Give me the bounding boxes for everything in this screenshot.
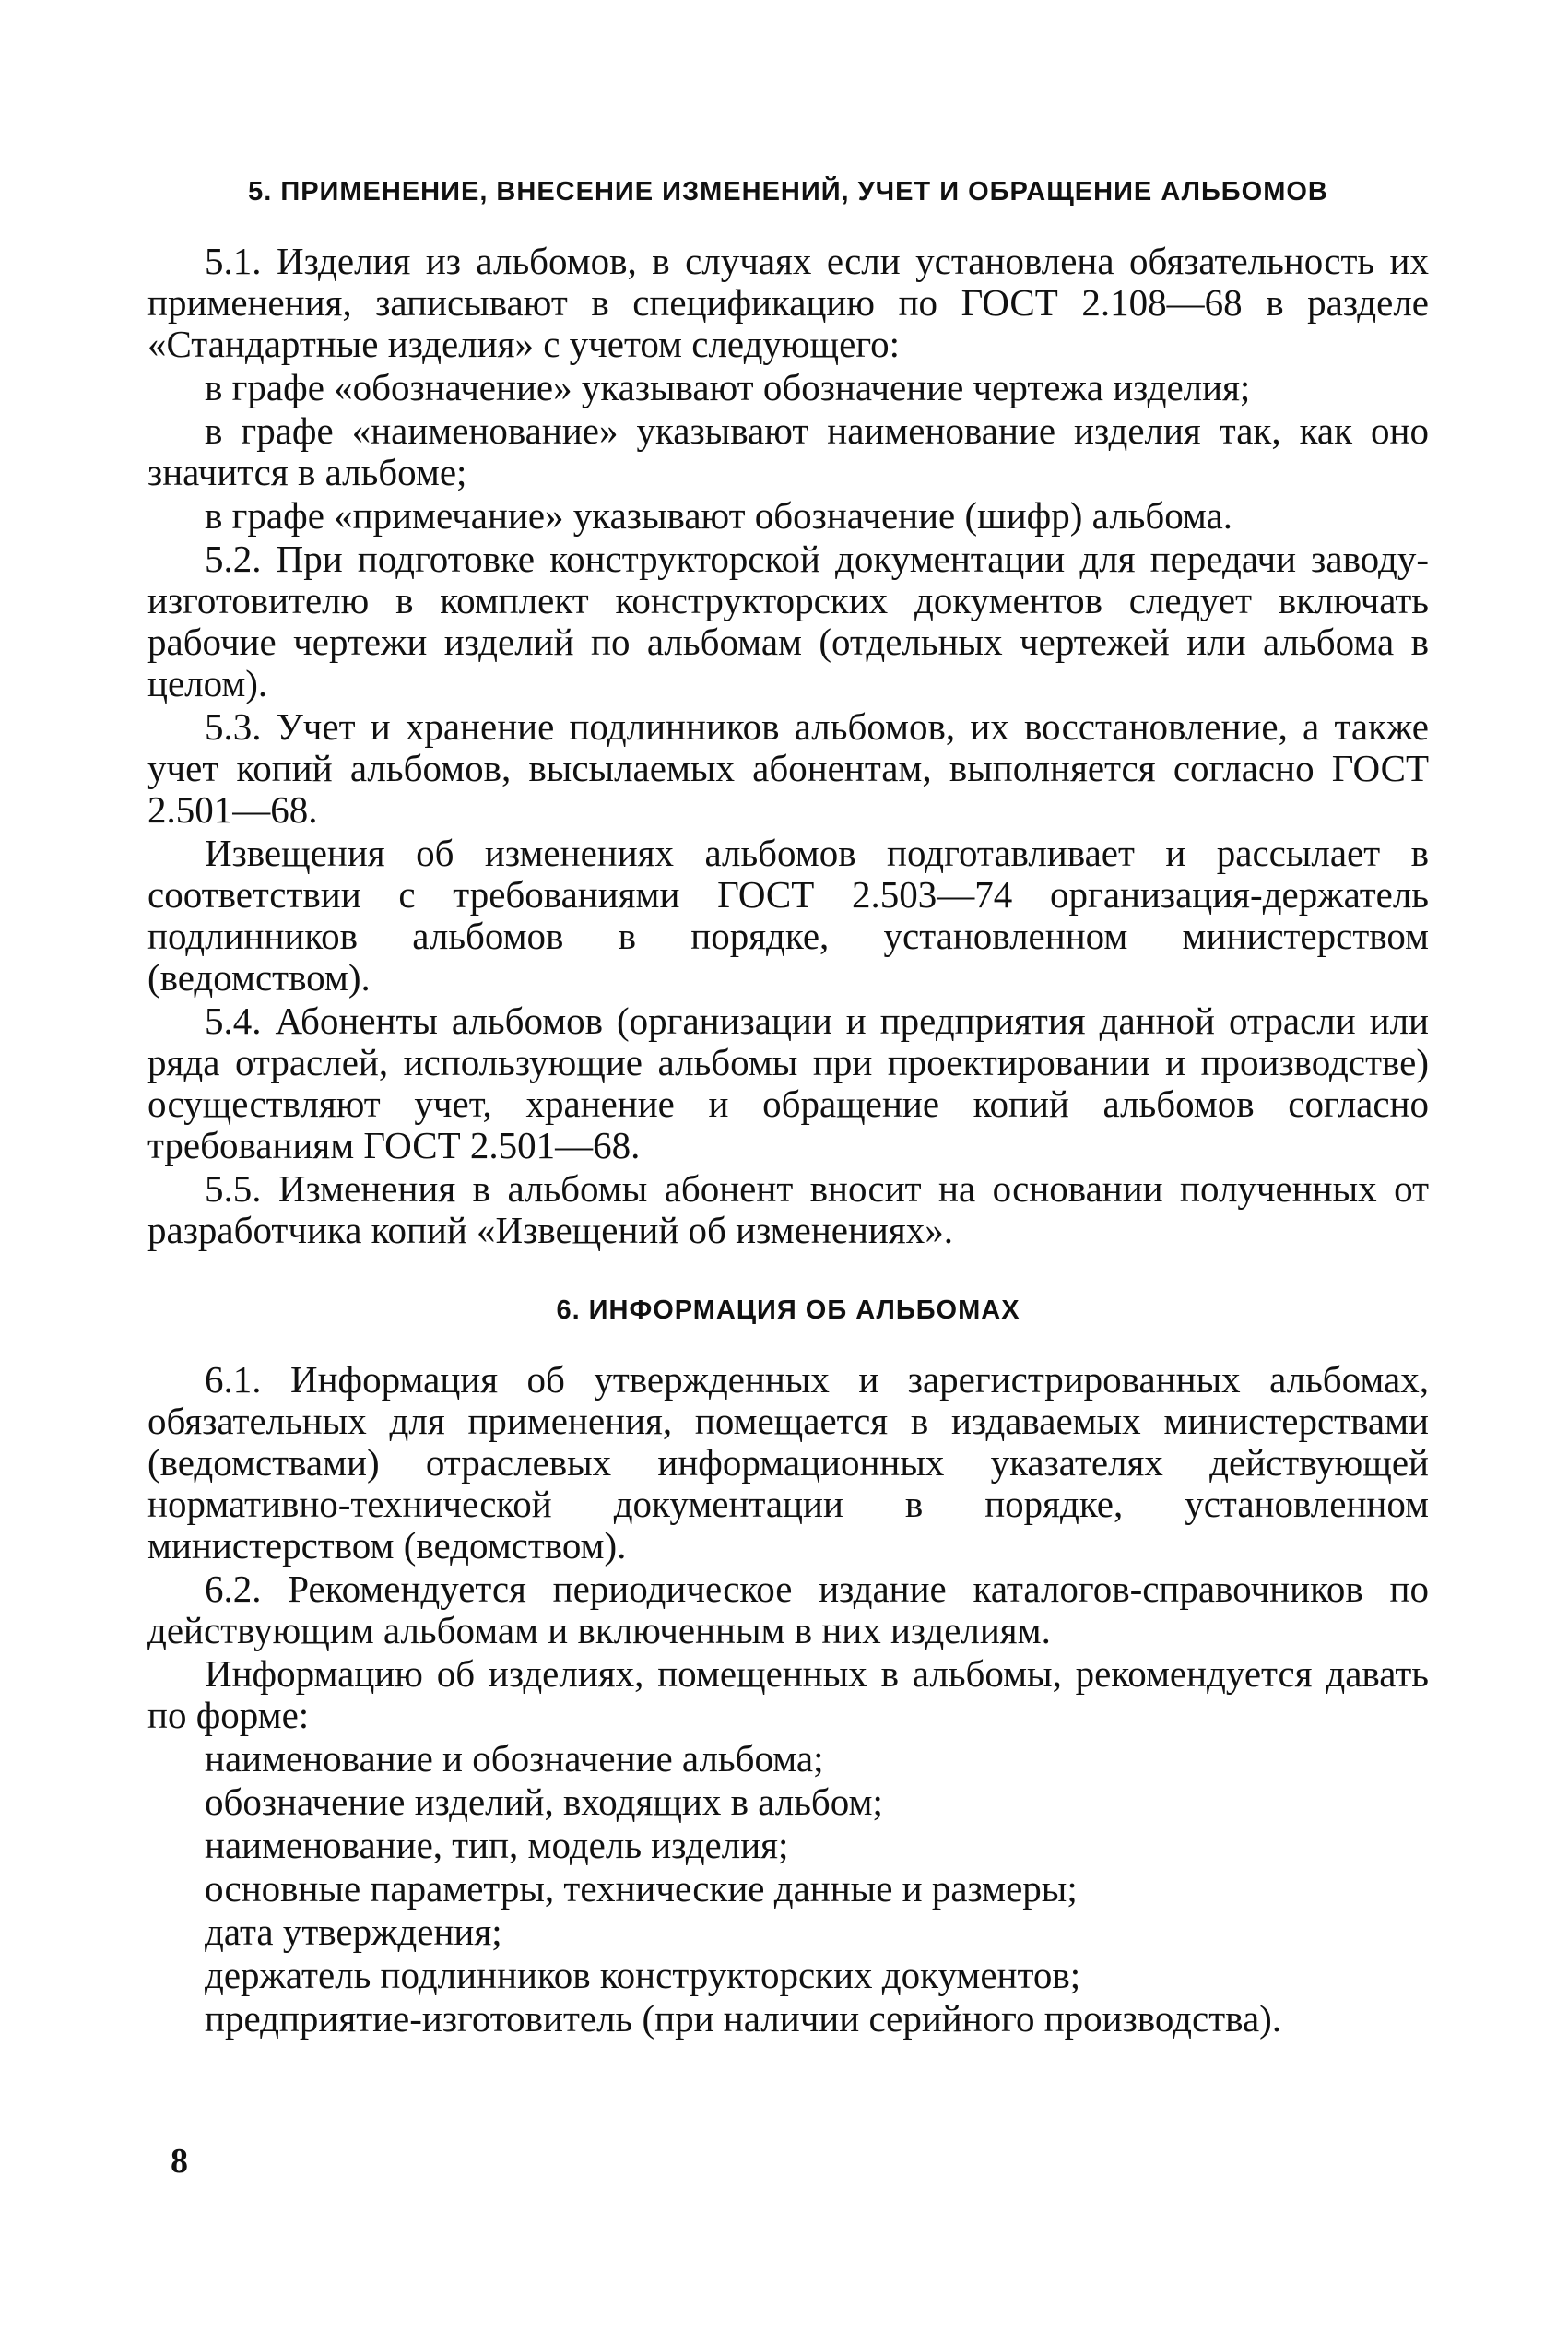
list-item: дата утверждения; [205, 1910, 502, 1953]
paragraph-5-1: 5.1. Изделия из альбомов, в случаях если установлена обязательность их применения, записывают в спецификацию по ГОСТ 2.108—68 в разделе «Стандартные изделия» с учетом следующего: [147, 240, 1429, 365]
page-number: 8 [171, 2142, 188, 2181]
info-form-list [147, 1738, 1429, 2040]
paragraph-5-2: 5.2. При подготовке конструкторской документации для передачи заводу-изготовителю в комплект конструкторских документов следует включать рабочие чертежи изделий по альбомам (отдельных чертежей или альбома в целом). [147, 538, 1429, 704]
list-item: держатель подлинников конструкторских документов; [205, 1954, 1081, 1996]
list-item: обозначение изделий, входящих в альбом; [205, 1780, 883, 1823]
document-page [147, 138, 1429, 2041]
paragraph-5-5: 5.5. Изменения в альбомы абонент вносит на основании полученных от разработчика копий «Извещений об изменениях». [147, 1167, 1429, 1251]
list-item: наименование и обозначение альбома; [205, 1737, 824, 1780]
paragraph-6-2: 6.2. Рекомендуется периодическое издание каталогов-справочников по действующим альбомам и включенным в них изделиям. [147, 1567, 1429, 1651]
list-item: наименование, тип, модель изделия; [205, 1824, 789, 1866]
paragraph-5-1-designation: в графе «обозначение» указывают обозначение чертежа изделия; [205, 366, 1251, 408]
paragraph-5-3: 5.3. Учет и хранение подлинников альбомов, их восстановление, а также учет копий альбомов, высылаемых абонентам, выполняется согласно ГОСТ 2.501—68. [147, 705, 1429, 831]
paragraph-5-4: 5.4. Абоненты альбомов (организации и предприятия данной отрасли или ряда отраслей, использующие альбомы при проектировании и производстве) осуществляют учет, хранение и обращение копий альбомов согласно требованиям ГОСТ 2.501—68. [147, 999, 1429, 1166]
paragraph-5-1-name: в графе «наименование» указывают наименование изделия так, как оно значится в альбоме; [147, 409, 1429, 493]
paragraph-5-3-notices: Извещения об изменениях альбомов подготавливает и рассылает в соответствии с требованиями ГОСТ 2.503—74 организация-держатель подлинников альбомов в порядке, установленном министерством (ведомством). [147, 832, 1429, 999]
list-item: основные параметры, технические данные и размеры; [205, 1867, 1078, 1910]
paragraph-5-1-note: в графе «примечание» указывают обозначение (шифр) альбома. [205, 494, 1233, 537]
paragraph-6-1: 6.1. Информация об утвержденных и зарегистрированных альбомах, обязательных для применения, помещается в издаваемых министерствами (ведомствами) отраслевых информационных указателях действующей нормативно-технической документации в порядке, установленном министерством (ведомством). [147, 1358, 1429, 1567]
list-item: предприятие-изготовитель (при наличии серийного производства). [205, 1997, 1282, 2040]
paragraph-6-2-form: Информацию об изделиях, помещенных в альбомы, рекомендуется давать по форме: [147, 1652, 1429, 1736]
section-5-heading: 5. ПРИМЕНЕНИЕ, ВНЕСЕНИЕ ИЗМЕНЕНИЙ, УЧЕТ И ОБРАЩЕНИЕ АЛЬБОМОВ [248, 177, 1328, 207]
section-6-heading: 6. ИНФОРМАЦИЯ ОБ АЛЬБОМАХ [556, 1295, 1020, 1325]
